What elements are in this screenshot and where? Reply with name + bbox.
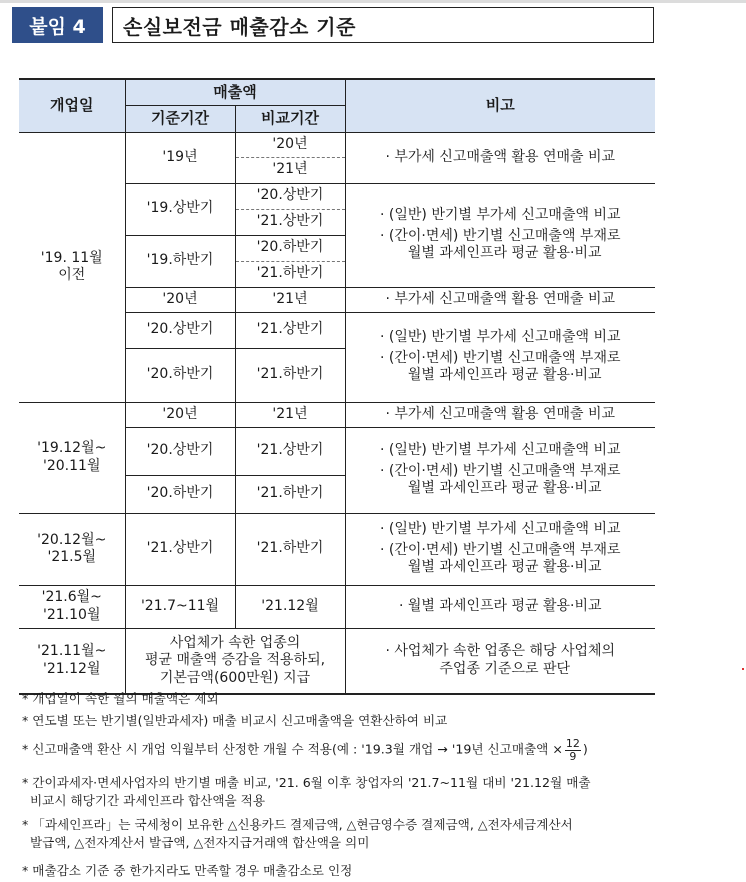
remarks-item: · (일반) 반기별 부가세 신고매출액 비교 [380,442,621,459]
header-compare-period: 비교기간 [235,105,345,132]
compare-period-cell: '21.하반기 [235,513,345,585]
open-date-cell: '19. 11월 이전 [19,132,125,402]
open-date-cell: '20.12월~ '21.5월 [19,513,125,585]
footnote: * 매출감소 기준 중 한가지라도 만족할 경우 매출감소로 인정 [22,863,353,878]
base-period-cell: '21.7~11월 [125,585,235,628]
base-period-cell: '20년 [125,287,235,312]
footnote: * 개업일이 속한 월의 매출액은 제외 [22,691,219,706]
fraction-denominator: 9 [569,749,577,763]
base-period-cell: '20.하반기 [125,475,235,513]
compare-period-cell: '21.상반기 [235,209,345,235]
period-merged-cell: 사업체가 속한 업종의 평균 매출액 증감을 적용하되, 기본금액(600만원) 지급 [125,628,345,694]
compare-period-cell: '20.상반기 [235,183,345,209]
remarks-cell [345,312,655,402]
header-remarks: 비고 [345,79,655,132]
footnote-text: ) [582,741,588,757]
footnote: * 간이과세자·면세사업자의 반기별 매출 비교, '21. 6월 이후 창업자의 '21.7~11월 대비 '21.12월 매출 비교시 해당기간 과세인프라 합산액을 적용 [22,775,591,809]
compare-period-cell: '21년 [235,157,345,183]
remarks-item: · (간이·면세) 반기별 신고매출액 부재로 월별 과세인프라 평균 활용·비교 [380,349,621,384]
compare-period-cell: '20.하반기 [235,235,345,261]
base-period-cell: '19.하반기 [125,235,235,287]
footnote [22,738,682,762]
remarks-cell [345,183,655,287]
compare-period-cell: '21.하반기 [235,348,345,402]
fraction-numerator: 12 [565,737,580,750]
compare-period-cell: '21.하반기 [235,475,345,513]
appendix-badge: 붙임 4 [12,7,103,43]
open-date-cell: '21.11월~ '21.12월 [19,628,125,694]
remarks-cell: · 부가세 신고매출액 활용 연매출 비교 [345,132,655,183]
remarks-item: · (일반) 반기별 부가세 신고매출액 비교 [380,207,621,224]
remarks-cell: · 월별 과세인프라 평균 활용·비교 [345,585,655,628]
remarks-item: · (일반) 반기별 부가세 신고매출액 비교 [380,521,621,538]
base-period-cell: '20.상반기 [125,427,235,475]
remarks-item: · (간이·면세) 반기별 신고매출액 부재로 월별 과세인프라 평균 활용·비교 [380,541,621,576]
header-base-period: 기준기간 [125,105,235,132]
open-date-cell: '21.6월~ '21.10월 [19,585,125,628]
compare-period-cell: '21년 [235,287,345,312]
compare-period-cell: '20년 [235,132,345,157]
compare-period-cell: '21.하반기 [235,261,345,287]
fraction [565,738,581,762]
footnote: * 연도별 또는 반기별(일반과세자) 매출 비교시 신고매출액을 연환산하여 비교 [22,713,448,728]
margin-mark [742,668,744,670]
remarks-cell [345,427,655,513]
compare-period-cell: '21.상반기 [235,312,345,348]
base-period-cell: '20.하반기 [125,348,235,402]
base-period-cell: '20년 [125,402,235,427]
remarks-cell: · 사업체가 속한 업종은 해당 사업체의 주업종 기준으로 판단 [345,628,655,694]
base-period-cell: '19년 [125,132,235,183]
page-title: 손실보전금 매출감소 기준 [112,7,654,43]
footnote-text: * 신고매출액 환산 시 개업 익월부터 산정한 개월 수 적용(예 : '19.3월 개업 → '19년 신고매출액 × [22,741,563,757]
compare-period-cell: '21.12월 [235,585,345,628]
remarks-cell: · 부가세 신고매출액 활용 연매출 비교 [345,287,655,312]
remarks-item: · (간이·면세) 반기별 신고매출액 부재로 월별 과세인프라 평균 활용·비교 [380,462,621,497]
footnote: * 「과세인프라」는 국세청이 보유한 △신용카드 결제금액, △현금영수증 결제금액, △전자세금계산서 발급액, △전자계산서 발급액, △전자지급거래액 합산액을 의미 [22,817,573,851]
base-period-cell: '21.상반기 [125,513,235,585]
compare-period-cell: '21년 [235,402,345,427]
header-open-date: 개업일 [19,79,125,132]
open-date-cell: '19.12월~ '20.11월 [19,402,125,513]
sales-decline-criteria-table [19,78,655,695]
top-rule [0,0,746,3]
base-period-cell: '20.상반기 [125,312,235,348]
remarks-item: · (간이·면세) 반기별 신고매출액 부재로 월별 과세인프라 평균 활용·비교 [380,227,621,262]
base-period-cell: '19.상반기 [125,183,235,235]
compare-period-cell: '21.상반기 [235,427,345,475]
remarks-item: · (일반) 반기별 부가세 신고매출액 비교 [380,329,621,346]
remarks-cell [345,513,655,585]
remarks-cell: · 부가세 신고매출액 활용 연매출 비교 [345,402,655,427]
header-sales: 매출액 [125,79,345,105]
